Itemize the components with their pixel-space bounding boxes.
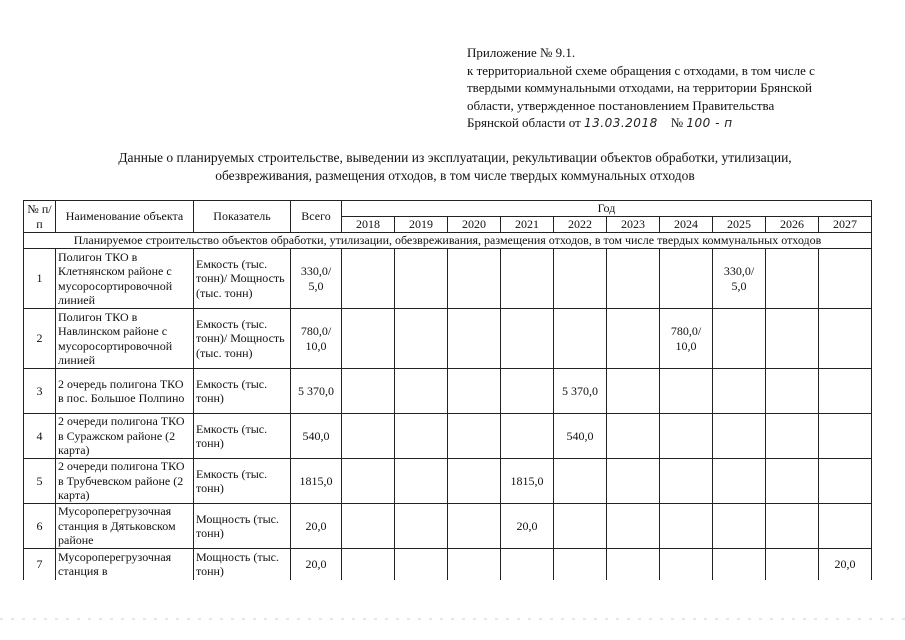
cell-2023 <box>607 549 660 580</box>
cell-2027 <box>819 309 872 369</box>
cell-2019 <box>395 249 448 309</box>
cell-2025: 330,0/ 5,0 <box>713 249 766 309</box>
cell-num: 3 <box>24 369 56 414</box>
cell-indicator: Мощность (тыс. тонн) <box>194 549 291 580</box>
cell-2023 <box>607 309 660 369</box>
cell-num: 2 <box>24 309 56 369</box>
section-heading: Планируемое строительство объектов обработки, утилизации, обезвреживания, размещения отходов, в том числе твердых коммунальных отходов <box>24 233 872 249</box>
cell-2025 <box>713 414 766 459</box>
header-year-2018: 2018 <box>342 217 395 233</box>
cell-num: 5 <box>24 459 56 504</box>
cell-2024: 780,0/ 10,0 <box>660 309 713 369</box>
number-label: № <box>670 115 684 130</box>
cell-2021: 1815,0 <box>501 459 554 504</box>
cell-2018 <box>342 249 395 309</box>
cell-total: 1815,0 <box>291 459 342 504</box>
cell-2019 <box>395 309 448 369</box>
cell-2020 <box>448 249 501 309</box>
cell-name: 2 очереди полигона ТКО в Трубчевском районе (2 карта) <box>56 459 194 504</box>
header-indicator: Показатель <box>194 201 291 233</box>
table-row <box>24 414 872 459</box>
appendix-line-prefix: Брянской области от <box>467 115 581 130</box>
cell-2024 <box>660 459 713 504</box>
cell-total: 5 370,0 <box>291 369 342 414</box>
cell-2022 <box>554 249 607 309</box>
cell-2023 <box>607 414 660 459</box>
table-row <box>24 369 872 414</box>
cell-num: 1 <box>24 249 56 309</box>
table-row <box>24 504 872 549</box>
cell-2020 <box>448 504 501 549</box>
cell-2019 <box>395 549 448 580</box>
cell-total: 780,0/ 10,0 <box>291 309 342 369</box>
cell-2021 <box>501 249 554 309</box>
header-year-2021: 2021 <box>501 217 554 233</box>
cell-2020 <box>448 549 501 580</box>
header-year-2019: 2019 <box>395 217 448 233</box>
cell-indicator: Емкость (тыс. тонн)/ Мощность (тыс. тонн) <box>194 249 291 309</box>
cell-name: 2 очереди полигона ТКО в Суражском районе (2 карта) <box>56 414 194 459</box>
header-year-2020: 2020 <box>448 217 501 233</box>
cell-2022: 540,0 <box>554 414 607 459</box>
handwritten-number: 100 - п <box>686 116 733 130</box>
scan-edge-artifact <box>0 618 905 620</box>
cell-2026 <box>766 309 819 369</box>
cell-2019 <box>395 369 448 414</box>
cell-total: 330,0/ 5,0 <box>291 249 342 309</box>
cell-num: 7 <box>24 549 56 580</box>
cell-name: Мусороперегрузочная станция в Дятьковском районе <box>56 504 194 549</box>
cell-2023 <box>607 369 660 414</box>
cell-2021 <box>501 549 554 580</box>
cell-2018 <box>342 309 395 369</box>
cell-2020 <box>448 459 501 504</box>
cell-2021 <box>501 309 554 369</box>
cell-2023 <box>607 459 660 504</box>
cell-2022 <box>554 549 607 580</box>
cell-2020 <box>448 309 501 369</box>
cell-2020 <box>448 369 501 414</box>
cell-2026 <box>766 549 819 580</box>
cell-2022 <box>554 504 607 549</box>
cell-name: Полигон ТКО в Клетнянском районе с мусоросортировочной линией <box>56 249 194 309</box>
cell-indicator: Емкость (тыс. тонн) <box>194 414 291 459</box>
table-row <box>24 309 872 369</box>
cell-indicator: Емкость (тыс. тонн) <box>194 459 291 504</box>
cell-indicator: Емкость (тыс. тонн)/ Мощность (тыс. тонн) <box>194 309 291 369</box>
appendix-line: твердыми коммунальными отходами, на территории Брянской <box>467 80 812 95</box>
cell-2025 <box>713 549 766 580</box>
cell-2020 <box>448 414 501 459</box>
header-year-2027: 2027 <box>819 217 872 233</box>
header-year-2022: 2022 <box>554 217 607 233</box>
table-row <box>24 249 872 309</box>
cell-2019 <box>395 504 448 549</box>
cell-2018 <box>342 414 395 459</box>
title-line: обезвреживания, размещения отходов, в том числе твердых коммунальных отходов <box>215 168 695 183</box>
table-row <box>24 459 872 504</box>
cell-2018 <box>342 504 395 549</box>
cell-total: 540,0 <box>291 414 342 459</box>
cell-2021 <box>501 414 554 459</box>
cell-2025 <box>713 459 766 504</box>
cell-2025 <box>713 369 766 414</box>
cell-2021: 20,0 <box>501 504 554 549</box>
cell-name: 2 очередь полигона ТКО в пос. Большое Полпино <box>56 369 194 414</box>
cell-2023 <box>607 249 660 309</box>
cell-2024 <box>660 549 713 580</box>
cell-2027 <box>819 369 872 414</box>
cell-2019 <box>395 414 448 459</box>
cell-num: 4 <box>24 414 56 459</box>
cell-2022 <box>554 309 607 369</box>
cell-2021 <box>501 369 554 414</box>
cell-2022: 5 370,0 <box>554 369 607 414</box>
header-year-2024: 2024 <box>660 217 713 233</box>
header-name: Наименование объекта <box>56 201 194 233</box>
cell-name: Мусороперегрузочная станция в <box>56 549 194 580</box>
appendix-title: Приложение № 9.1. <box>467 45 576 60</box>
cell-2022 <box>554 459 607 504</box>
header-year-2023: 2023 <box>607 217 660 233</box>
appendix-block <box>467 44 887 133</box>
document-title <box>60 149 850 185</box>
cell-2024 <box>660 369 713 414</box>
cell-2026 <box>766 249 819 309</box>
cell-2019 <box>395 459 448 504</box>
data-table <box>23 200 872 580</box>
cell-2026 <box>766 459 819 504</box>
cell-2024 <box>660 414 713 459</box>
cell-indicator: Емкость (тыс. тонн) <box>194 369 291 414</box>
cell-2025 <box>713 504 766 549</box>
title-line: Данные о планируемых строительстве, выведении из эксплуатации, рекультивации объектов обработки, утилизации, <box>118 150 792 165</box>
cell-indicator: Мощность (тыс. тонн) <box>194 504 291 549</box>
cell-2027 <box>819 249 872 309</box>
appendix-line: области, утвержденное постановлением Правительства <box>467 97 775 113</box>
cell-2026 <box>766 369 819 414</box>
header-year-2026: 2026 <box>766 217 819 233</box>
handwritten-date: 13.03.2018 <box>584 116 658 130</box>
header-num: № п/п <box>24 201 56 233</box>
cell-2018 <box>342 549 395 580</box>
cell-2027 <box>819 414 872 459</box>
cell-2027 <box>819 504 872 549</box>
cell-2023 <box>607 504 660 549</box>
table-row <box>24 549 872 580</box>
cell-2026 <box>766 504 819 549</box>
cell-total: 20,0 <box>291 504 342 549</box>
appendix-line <box>467 114 887 133</box>
cell-2018 <box>342 459 395 504</box>
cell-total: 20,0 <box>291 549 342 580</box>
header-year-2025: 2025 <box>713 217 766 233</box>
cell-name: Полигон ТКО в Навлинском районе с мусоросортировочной линией <box>56 309 194 369</box>
cell-2027 <box>819 459 872 504</box>
header-total: Всего <box>291 201 342 233</box>
cell-2024 <box>660 249 713 309</box>
cell-2026 <box>766 414 819 459</box>
appendix-line: к территориальной схеме обращения с отходами, в том числе с <box>467 62 815 78</box>
cell-2025 <box>713 309 766 369</box>
cell-2018 <box>342 369 395 414</box>
cell-2027: 20,0 <box>819 549 872 580</box>
header-year: Год <box>342 201 872 217</box>
cell-2024 <box>660 504 713 549</box>
cell-num: 6 <box>24 504 56 549</box>
